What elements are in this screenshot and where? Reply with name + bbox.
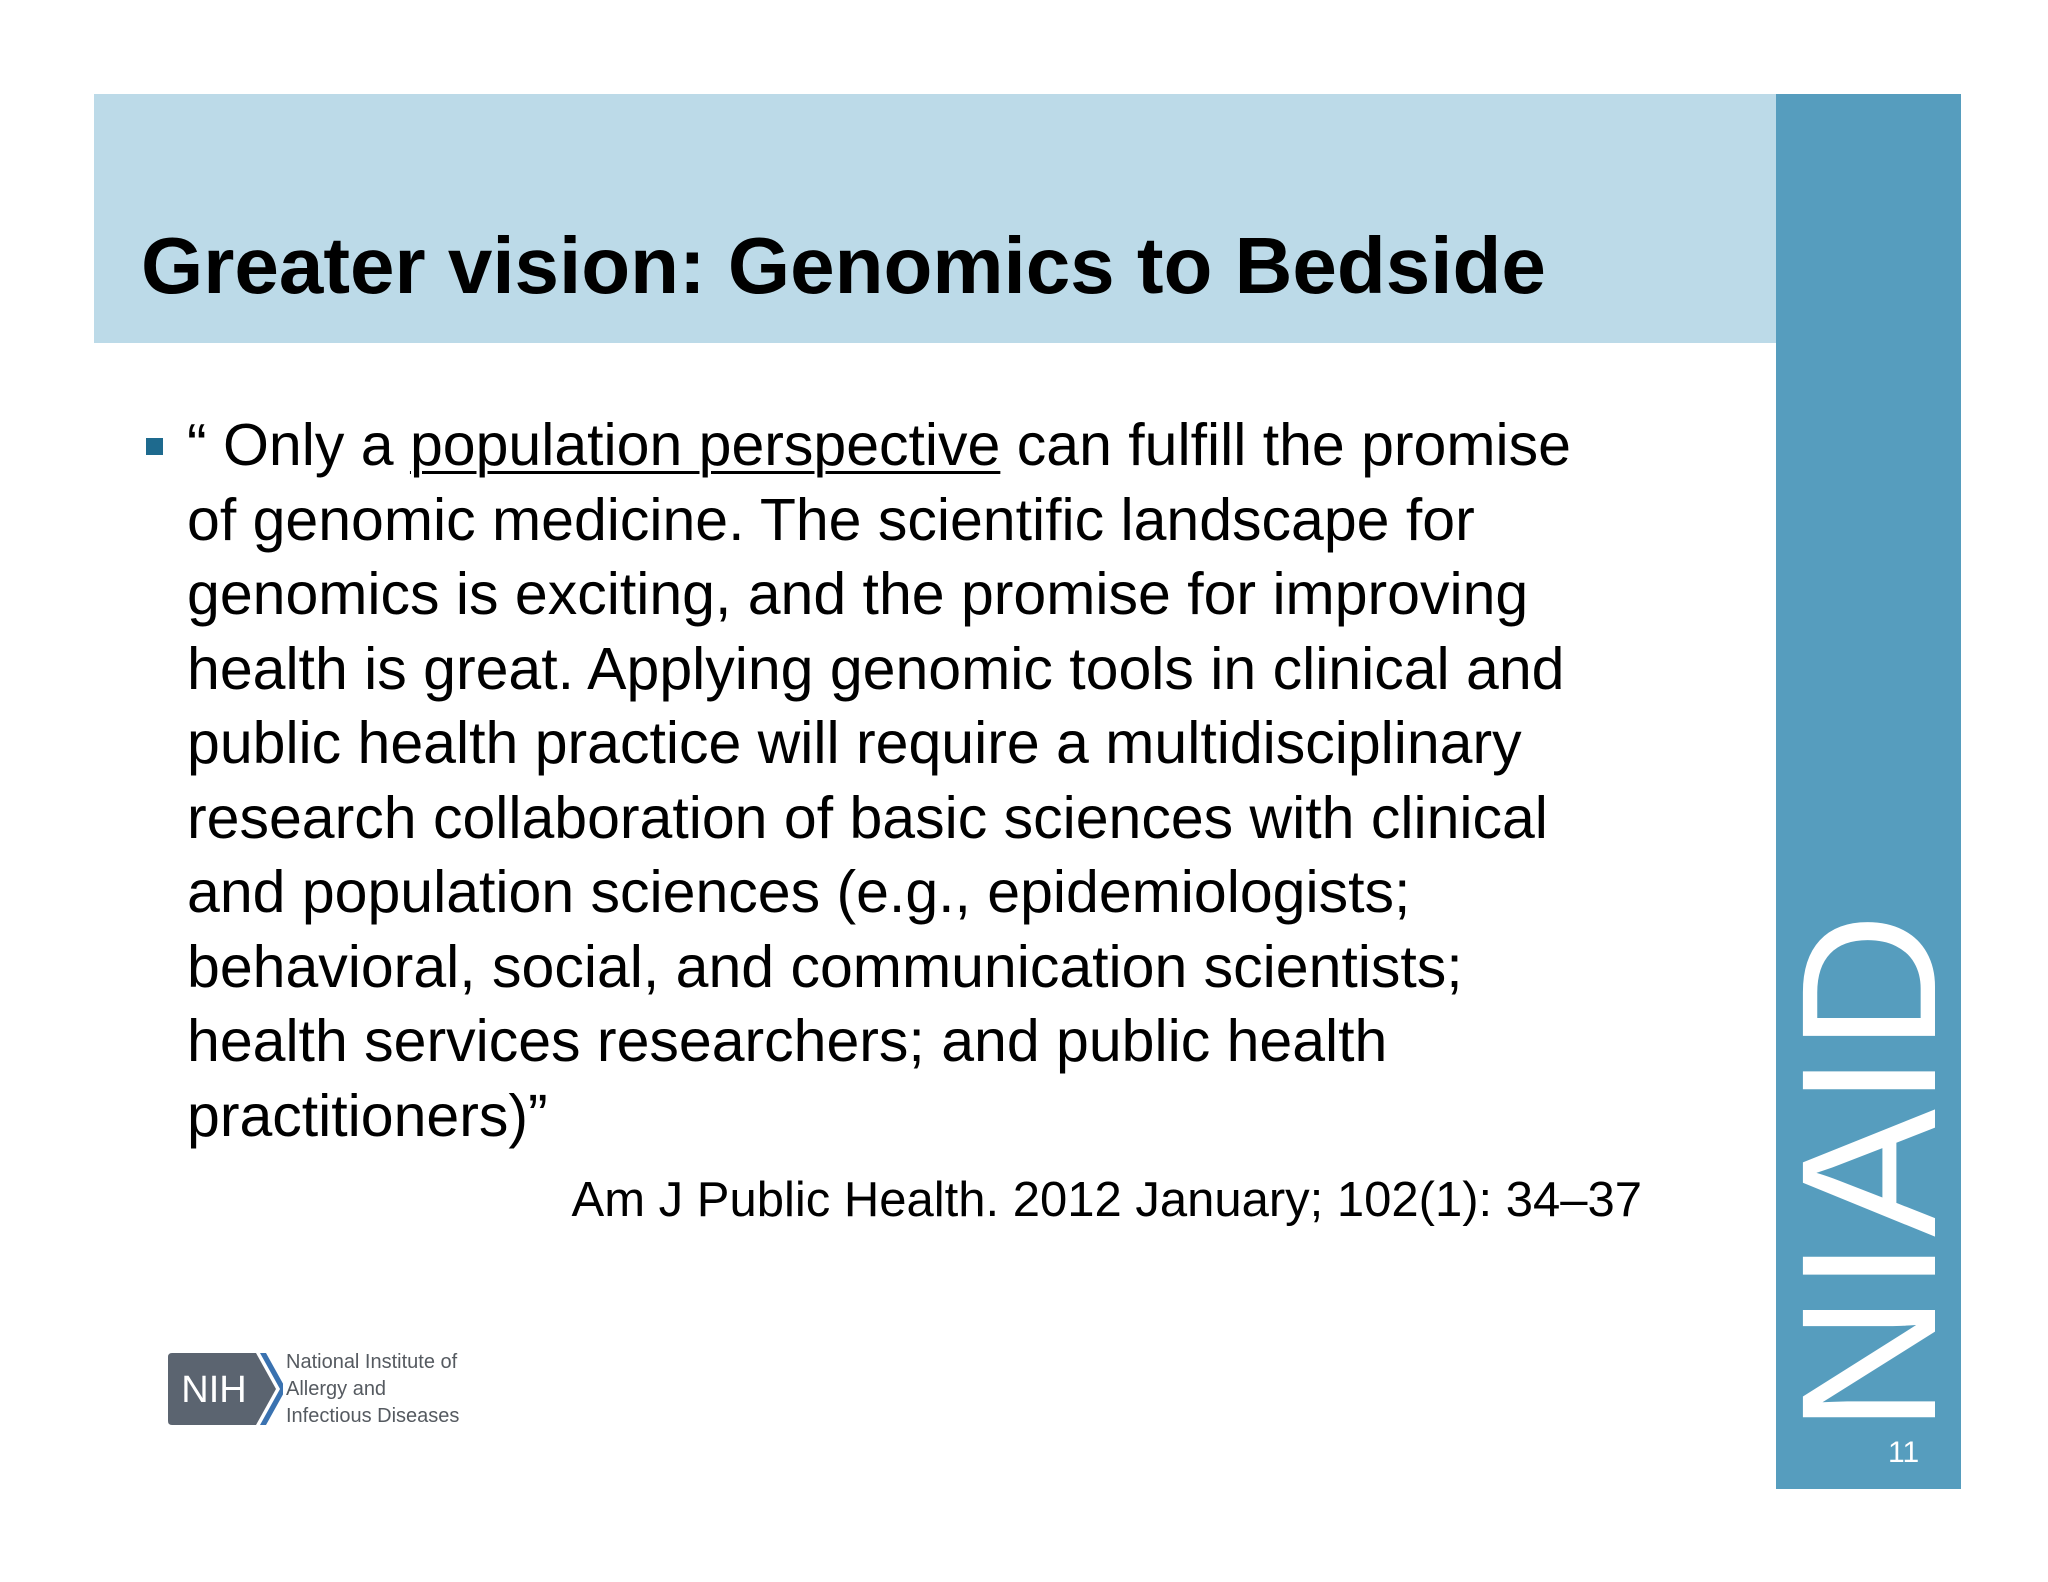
quote-line: health services researchers; and public health xyxy=(187,1008,1388,1074)
bullet-square-icon xyxy=(146,438,163,455)
nih-niaid-logo xyxy=(168,1353,488,1433)
institute-line: Infectious Diseases xyxy=(286,1405,460,1427)
page-number: 11 xyxy=(1888,1436,1920,1469)
citation: Am J Public Health. 2012 January; 102(1): 34–37 xyxy=(571,1173,1642,1227)
niaid-wordmark: NIAID xyxy=(1761,910,1976,1434)
quote-underlined-phrase: population perspective xyxy=(409,412,1001,478)
quote-line: of genomic medicine. The scientific landscape for xyxy=(187,486,1475,553)
nih-badge-icon xyxy=(168,1353,283,1425)
slide-title: Greater vision: Genomics to Bedside xyxy=(141,221,1546,310)
institute-line: Allergy and xyxy=(286,1378,387,1400)
institute-line: National Institute of xyxy=(286,1351,458,1373)
quote-text xyxy=(187,408,1747,1153)
nih-badge-text: NIH xyxy=(181,1369,247,1411)
quote-open: “ Only a xyxy=(187,412,410,478)
quote-line: public health practice will require a multidisciplinary xyxy=(187,710,1522,776)
quote-line: health is great. Applying genomic tools in clinical and xyxy=(187,635,1565,702)
quote-line: genomics is exciting, and the promise for improving xyxy=(187,561,1529,627)
quote-line: and population sciences (e.g., epidemiologists; xyxy=(187,859,1411,925)
quote-line-1-end: can fulfill the promise xyxy=(1000,412,1571,478)
quote-line: behavioral, social, and communication scientists; xyxy=(187,933,1463,1000)
institute-name xyxy=(286,1349,459,1430)
quote-line-1 xyxy=(187,408,1747,483)
quote-line: practitioners)” xyxy=(187,1082,548,1149)
quote-line: research collaboration of basic sciences with clinical xyxy=(187,784,1548,851)
